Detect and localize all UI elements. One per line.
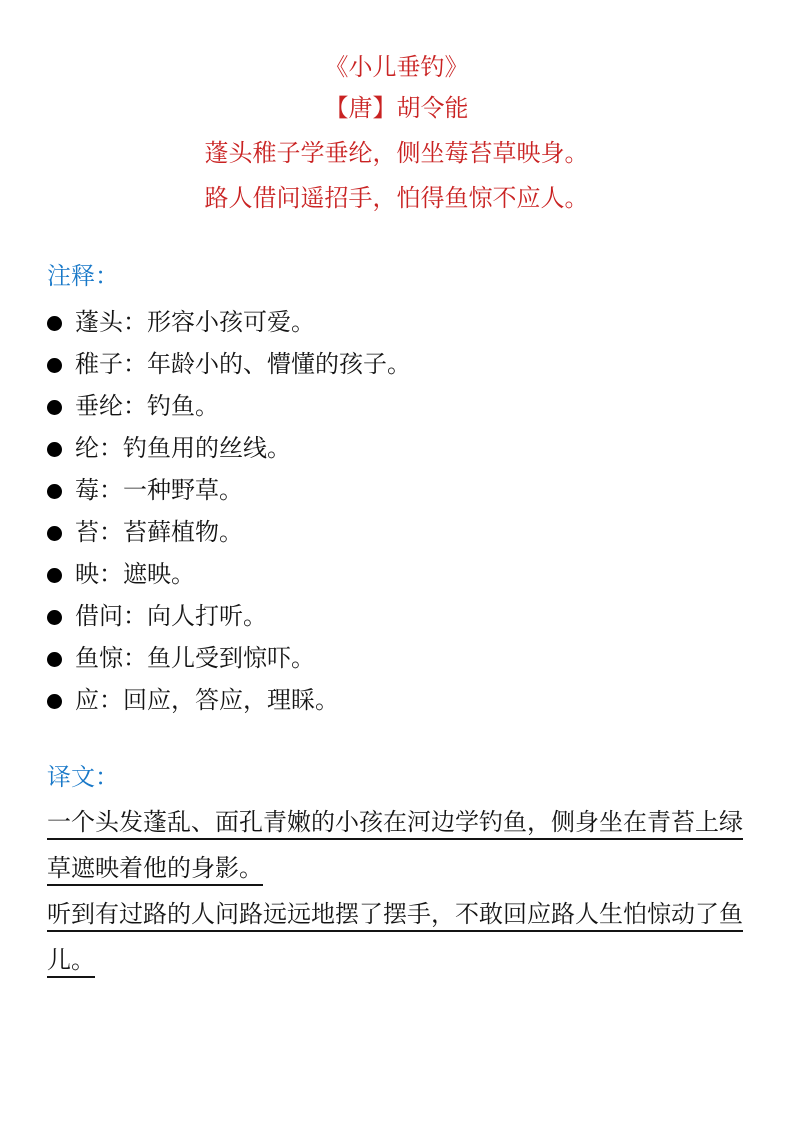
note-text: 苔：苔藓植物。 — [75, 519, 243, 546]
note-item — [47, 646, 765, 672]
note-text: 借问：向人打听。 — [75, 603, 267, 630]
note-item — [47, 478, 765, 504]
bullet-icon — [47, 526, 62, 541]
translation-section — [47, 765, 765, 984]
notes-heading: 注释： — [47, 263, 119, 290]
bullet-icon — [47, 442, 62, 457]
bullet-icon — [47, 316, 62, 331]
poem-header — [0, 55, 793, 212]
translation-paragraph-1: 一个头发蓬乱、面孔青嫩的小孩在河边学钓鱼，侧身坐在青苔上绿草遮映着他的身影。 — [47, 809, 743, 882]
note-text: 映：遮映。 — [75, 561, 195, 588]
note-text: 垂纶：钓鱼。 — [75, 393, 219, 420]
poem-author: 【唐】胡令能 — [324, 95, 469, 122]
note-item — [47, 436, 765, 462]
note-item — [47, 352, 765, 378]
note-text: 莓：一种野草。 — [75, 477, 243, 504]
note-item — [47, 520, 765, 546]
note-item — [47, 562, 765, 588]
note-text: 鱼惊：鱼儿受到惊吓。 — [75, 645, 315, 672]
poem-line-2: 路人借问遥招手，怕得鱼惊不应人。 — [204, 185, 589, 212]
bullet-icon — [47, 484, 62, 499]
poem-title: 《小儿垂钓》 — [324, 54, 469, 81]
page-content — [0, 264, 793, 984]
poem-line-1: 蓬头稚子学垂纶，侧坐莓苔草映身。 — [204, 140, 589, 167]
note-item — [47, 688, 765, 714]
bullet-icon — [47, 694, 62, 709]
bullet-icon — [47, 652, 62, 667]
notes-list — [47, 310, 765, 714]
note-text: 稚子：年龄小的、懵懂的孩子。 — [75, 351, 411, 378]
bullet-icon — [47, 610, 62, 625]
note-text: 蓬头：形容小孩可爱。 — [75, 309, 315, 336]
note-item — [47, 310, 765, 336]
note-item — [47, 604, 765, 630]
translation-paragraph-2: 听到有过路的人问路远远地摆了摆手，不敢回应路人生怕惊动了鱼儿。 — [47, 901, 743, 974]
note-text: 应：回应，答应，理睬。 — [75, 687, 339, 714]
notes-section — [47, 264, 765, 714]
bullet-icon — [47, 568, 62, 583]
translation-heading: 译文： — [47, 764, 119, 791]
bullet-icon — [47, 400, 62, 415]
bullet-icon — [47, 358, 62, 373]
note-item — [47, 394, 765, 420]
note-text: 纶：钓鱼用的丝线。 — [75, 435, 291, 462]
